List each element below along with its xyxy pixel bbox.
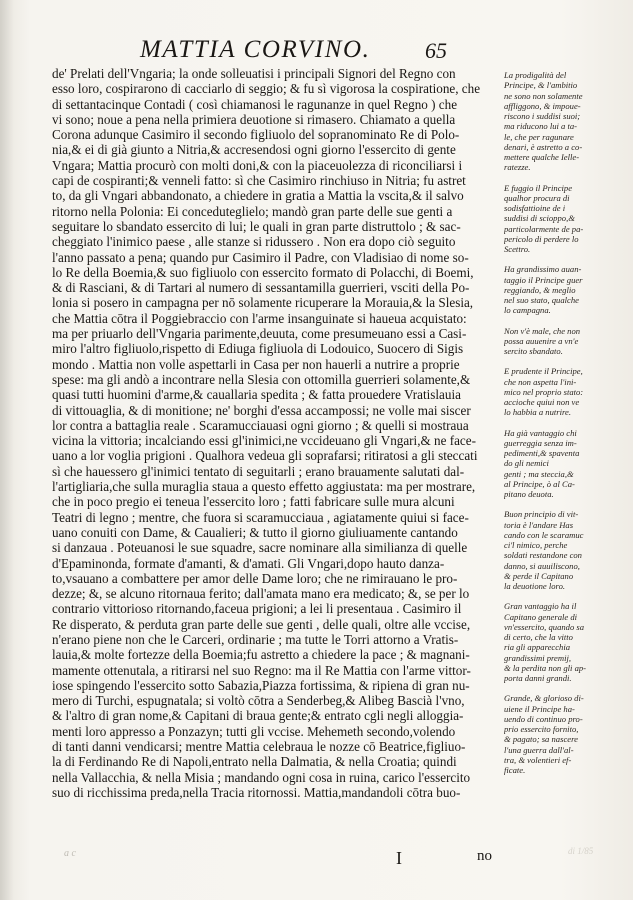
text-line: Re disperato, & perduta gran parte delle sue genti , delle quali, oltre alle vccise, — [52, 616, 471, 632]
text-line: & di Rasciani, & di Tartari al numero di sessantamilla guerrieri, vsciti della Po- — [52, 280, 470, 296]
margin-note-line: Non v'è male, che non — [504, 325, 581, 336]
margin-note-line: & pagato; sa nascere — [504, 734, 578, 745]
margin-note-line: Ha già vantaggio chi — [504, 427, 577, 438]
text-line: spese: ma gli andò a incontrare nella Slesia con ottomilla guerrieri solamente,& — [52, 371, 471, 387]
text-line: lonia si posero in campagna per nō solamente ricuperare la Morauia,& la Slesia, — [52, 295, 474, 311]
margin-note-line: Grande, & glorioso di- — [504, 693, 584, 704]
text-line: che Mattia cōtra il Poggiebraccio con l'arme insanguinate si haueua acquistato: — [52, 310, 467, 326]
text-line: di vittouaglia, & di monitione; ne' borghi d'essa accampossi; ne volle mai siscer — [52, 402, 471, 418]
margin-note-line: & la perdita non gli ap- — [504, 662, 587, 673]
margin-note-line: tra, & volentieri ef- — [504, 754, 572, 765]
text-line: & l'altro di gran nome,& Capitani di braua gente;& entrato cgli negli alloggia- — [52, 708, 464, 724]
margin-note-line: porta danni grandi. — [504, 673, 572, 683]
faint-stamp-left: a c — [64, 848, 76, 859]
note-gap — [504, 418, 626, 428]
text-line: di settantacinque Contadi ( così chiamanosi le ragunanze in quel Regno ) che — [52, 96, 458, 112]
text-line: l'anno passato a pena; quando pur Casimiro il Padre, con Vladisiao di nome so- — [52, 249, 469, 265]
text-line: esso loro, cospirarono di cacciarlo di seggio; & fu sì vigorosa la cospiratione, che — [52, 81, 481, 97]
margin-note-line: la deuotione loro. — [504, 581, 566, 591]
gutter-shadow — [0, 0, 14, 900]
text-line: l'artigliaria,che sulla muraglia staua a questo effetto aggiustata: ma per mostrare, — [52, 479, 476, 495]
text-line: che in poco pregio ei teneua l'essercito loro ; fatti fabricare sulle mura alcuni — [52, 494, 455, 510]
text-line: ritorno nella Polonia: Ei conceduteglielo; mandò gran parte delle sue genti a — [52, 203, 453, 219]
text-line: dezze; &, se alcuno ritornaua ferito; dall'amata mano era medicato; &, se per lo — [52, 586, 470, 602]
margin-note-line: sercito sbandato. — [504, 346, 563, 356]
text-line: vi sono; noue a pena nella primiera deuotione si rimasero. Chiamato a quella — [52, 111, 456, 127]
text-line: mero di Turchi, espugnatala; si voltò cōtra a Senderbeg,& Alibeg Bascià l'vno, — [52, 693, 465, 709]
margin-note-line: do gli nemici — [504, 458, 549, 469]
margin-note-line: pitano deuota. — [504, 489, 554, 499]
margin-note — [504, 693, 626, 775]
running-head — [140, 36, 600, 66]
text-line: to, da gli Vngari abbandonato, a chiedere in gratia a Mattia la vscita,& il salvo — [52, 188, 464, 204]
margin-note — [504, 601, 626, 683]
text-line: Corona adunque Casimiro il secondo figliuolo del sopranominato Re di Polo- — [52, 127, 460, 143]
text-line: lor contra a battaglia reale . Scaramucciauasi ogni giorno ; & quelli si mostraua — [52, 417, 469, 433]
text-line: de' Prelati dell'Vngaria; la onde solleuatisi i principali Signori del Regno con — [52, 66, 456, 81]
text-line: n'erano piene non che le Carceri, ordinarie ; ma tutte le Torri attorno a Vratis- — [52, 631, 459, 647]
note-gap — [504, 683, 626, 693]
text-line: menti loro appresso a Ponzazyn; tutti gli vccise. Mehemeth secondo,volendo — [52, 723, 456, 739]
text-line: sì che hauessero gl'inimici tentato di seguitarli ; erano brauamente salutati dal- — [52, 463, 465, 479]
note-gap — [504, 316, 626, 326]
margin-note-line: qualhor procura di — [504, 192, 570, 203]
note-gap — [504, 499, 626, 509]
margin-note-line: Scettro. — [504, 244, 531, 254]
text-line: nella Vallacchia, & nella Misia ; mandando ogni cosa in ruina, carico l'essercito — [52, 769, 471, 785]
margin-note-line: ci'l nimico, perche — [504, 540, 568, 550]
margin-note-line: reggiando, & meglio — [504, 284, 576, 295]
margin-note-line: vn'essercito, quando sa — [504, 621, 585, 632]
text-line: iose spingendo l'essercito sotto Sabazia,Piazza fortissima, & ripiena di gran nu- — [52, 677, 470, 693]
text-line: lo Re della Boemia,& suo figliuolo con essercito formato di Polacchi, di Boemi, — [52, 264, 474, 280]
margin-note-line: taggio il Principe guer — [504, 274, 583, 285]
margin-note-line: ma riducono lui a ta- — [504, 121, 578, 132]
margin-note-line: particolarmente de pa- — [504, 223, 584, 234]
margin-note-line: nel suo stato, qualche — [504, 295, 579, 305]
text-line: cheggiato l'inimico paese , alle stanze si ridussero . Non era dopo ciò seguito — [52, 234, 456, 250]
text-line: suo di ricchissima preda,nella Tracia ritornossi. Mattia,mandandoli cōtra buo- — [52, 784, 461, 800]
margin-note-line: E prudente il Principe, — [504, 366, 583, 377]
margin-note-line: pericolo di perdere lo — [504, 233, 579, 244]
margin-note-line: affliggono, & impoue- — [504, 100, 581, 111]
margin-note-line: di certo, che la vitto — [504, 632, 573, 642]
margin-note-line: le, che per ragunare — [504, 131, 574, 142]
margin-note-line: pedimenti,& spaventa — [504, 448, 580, 458]
margin-note-line: mico nel proprio stato: — [504, 386, 584, 397]
text-line: ma per priuarlo dell'Vngaria parimente,deuuta, come presumeuano essi a Casi- — [52, 326, 467, 342]
text-line: nia,& ei di già giunto a Nitria,& accresendosi ogni giorno l'essercito di gente — [52, 142, 456, 158]
signature-mark: I — [396, 848, 402, 868]
text-line: seguitare lo sbandato essercito di lui; le quali in gran parte distruttolo ; & sac- — [52, 218, 461, 234]
margin-note-line: guerreggia senza im- — [504, 437, 577, 448]
margin-note — [504, 70, 626, 173]
main-text-block — [52, 66, 498, 800]
running-title: MATTIA CORVINO. — [140, 36, 371, 63]
page-number: 65 — [425, 38, 447, 63]
margin-note-line: danno, si auuiliscono, — [504, 560, 580, 571]
margin-note-line: Capitano generale di — [504, 611, 578, 622]
margin-note-line: ria gli apparecchia — [504, 642, 571, 653]
text-line: di tanti danni vendicarsi; mentre Mattia celebraua le nozze cō Beatrice,figliuo- — [52, 739, 466, 755]
margin-note-line: Ha grandissimo auan- — [504, 264, 582, 275]
margin-note-line: lo habbia a nutrire. — [504, 407, 571, 418]
text-line: si danzaua . Poteuanosi le sue squadre, sacre nominare alla similianza di quelle — [52, 540, 468, 556]
catchword: no — [477, 848, 492, 864]
faint-stamp-right: di 1/85 — [568, 846, 594, 856]
margin-note-line: l'una guerra dall'al- — [504, 744, 574, 755]
margin-note — [504, 509, 626, 591]
margin-note-line: mettere qualche Ielle- — [504, 152, 580, 162]
text-line: mamente ottenutala, a ritirarsi nel suo Regno: ma il Re Mattia con l'arme vittor- — [52, 662, 471, 678]
margin-notes — [504, 70, 626, 775]
margin-note-line: suddisi di scioppo,& — [504, 213, 575, 224]
margin-note — [504, 428, 626, 500]
margin-note-line: Gran vantaggio ha il — [504, 601, 577, 612]
margin-note-line: E fuggio il Principe — [504, 182, 573, 193]
margin-note-line: possa auuenire a vn'e — [504, 335, 579, 346]
margin-note-line: che non aspetta l'ini- — [504, 376, 577, 387]
margin-note — [504, 264, 626, 315]
text-line: to,vsauano a combattere per amor delle Dame loro; che ne rimirauano le pro- — [52, 570, 458, 586]
margin-note — [504, 183, 626, 255]
margin-note-line: La prodigalità del — [504, 70, 567, 80]
margin-note-line: riscono i suddisi suoi; — [504, 111, 581, 121]
note-gap — [504, 254, 626, 264]
text-line: capi de cospiranti;& venneli fatto: sì che Casimiro rinchiuso in Nitria; fu astret — [52, 173, 466, 189]
margin-note-line: sodisfattioine de i — [504, 203, 566, 213]
margin-note-line: ficate. — [504, 765, 526, 775]
margin-note-line: accioche quiui non ve — [504, 397, 580, 407]
margin-note-line: ne sono non solamente — [504, 90, 583, 101]
margin-note-line: toria è l'andare Has — [504, 519, 574, 530]
text-line: uano a lor voglia prigioni . Qualhora vedeua gli soprafarsi; ritiratosi a gli steccati — [52, 448, 478, 464]
text-line: Vngara; Mattia procurò con molti doni,& con la piaceuolezza di riconciliarsi i — [52, 157, 463, 173]
note-gap — [504, 591, 626, 601]
note-gap — [504, 356, 626, 366]
margin-note-line: lo campagna. — [504, 305, 551, 316]
text-line: mondo . Mattia non volle aspettarli in Casa per non hauerli a nutrire a proprie — [52, 356, 460, 372]
margin-note-line: uendo di continuo pro- — [504, 713, 583, 724]
text-line: lauia,& molte fortezze della Boemia;fu astretto a chiedere la pace ; & magnani- — [52, 647, 470, 663]
margin-note-line: soldati restandone con — [504, 550, 582, 561]
margin-note-line: grandissimi premij, — [504, 652, 572, 663]
text-line: vicina la vittoria; incalciando essi gl'inimici,ne vccideuano gli Vngari,& ne face- — [52, 433, 476, 449]
margin-note-line: al Principe, ò al Ca- — [504, 478, 575, 489]
note-gap — [504, 173, 626, 183]
margin-note-line: Buon principio di vit- — [504, 509, 579, 520]
text-line: quasi tutti huomini d'arme,& cauallaria spedita ; & fatta prouedere Vratislauia — [52, 387, 461, 403]
margin-note-line: cando con le scaramuc — [504, 529, 584, 540]
margin-note — [504, 326, 626, 357]
margin-note-line: ratezze. — [504, 162, 531, 173]
text-line: d'Epaminonda, formate d'amanti, & d'amati. Gli Vngari,dopo hauto danza- — [52, 555, 445, 571]
text-line: contrario vittorioso ritornando,faceua prigioni; a lei li presentaua . Casimiro il — [52, 601, 462, 617]
text-line: uano conuiti con Dame, & Caualieri; & tutto il giorno giuliuamente cantando — [52, 524, 458, 540]
margin-note-line: uiene il Principe ha- — [504, 703, 575, 714]
margin-note-line: prio essercito fornito, — [504, 724, 579, 734]
text-line: Teatri di legno ; mentre, che fuora si scaramucciaua , agiatamente quiui si face- — [52, 509, 469, 525]
margin-note-line: Principe, & l'ambitio — [504, 80, 578, 91]
margin-note — [504, 366, 626, 417]
margin-note-line: denari, è astretto a co- — [504, 141, 583, 152]
margin-note-line: genti ; ma steccia,& — [504, 468, 574, 479]
text-line: la di Ferdinando Re di Napoli,entrato nella Dalmatia, & nella Croatia; quindi — [52, 754, 457, 770]
margin-note-line: & perde il Capitano — [504, 570, 574, 581]
text-line: miro l'altro figliuolo,rispetto di Ediuga figliuola di Lodouico, Suocero di Sigis — [52, 341, 464, 357]
